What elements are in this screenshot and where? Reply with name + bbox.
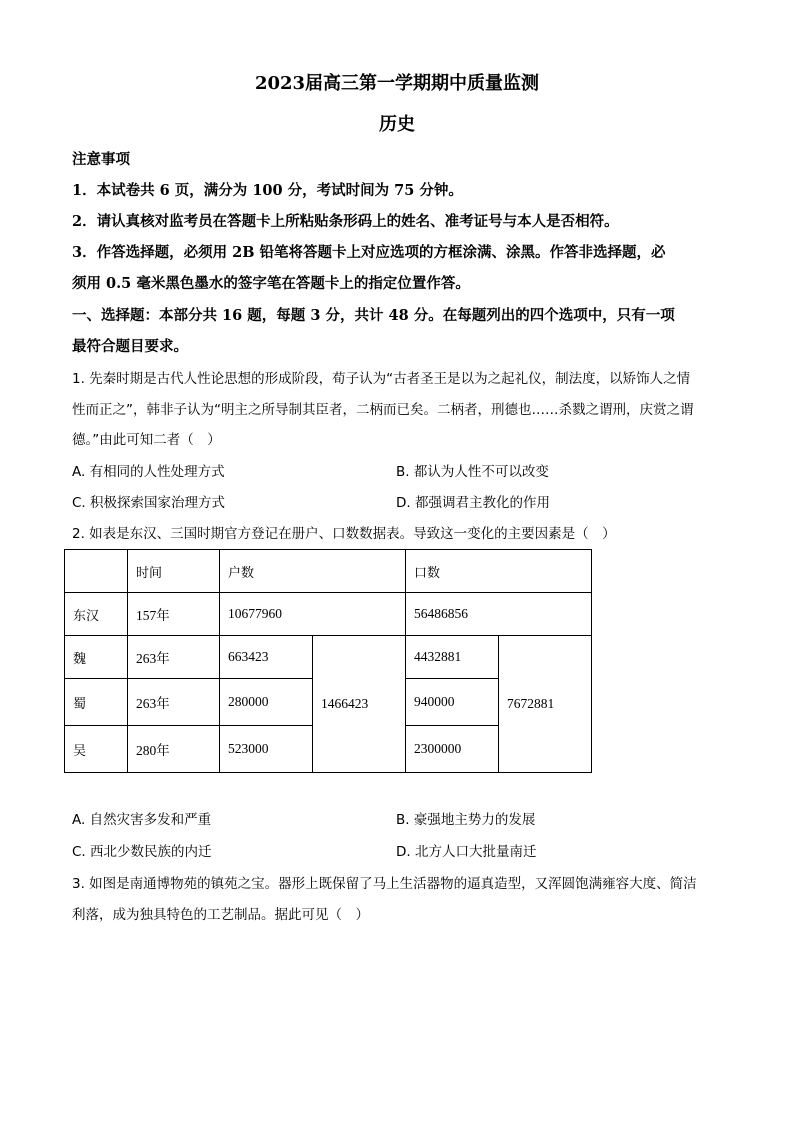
table-header-cell: 口数	[406, 550, 592, 593]
table-cell: 东汉	[65, 593, 128, 636]
table-header-cell: 户数	[220, 550, 406, 593]
table-cell: 263年	[128, 636, 220, 679]
notice-heading: 注意事项	[72, 151, 130, 168]
table-cell: 263年	[128, 679, 220, 726]
table-cell: 10677960	[220, 593, 406, 636]
question-3-stem: 利落，成为独具特色的工艺制品。据此可见（ ）	[72, 907, 369, 923]
section-heading: 一、选择题：本部分共 16 题，每题 3 分，共计 48 分。在每题列出的四个选项中，只有一项	[72, 307, 675, 324]
table-row	[65, 593, 592, 636]
table-header-cell: 时间	[128, 550, 220, 593]
population-table	[64, 549, 592, 773]
table-cell: 940000	[406, 679, 499, 726]
notice-item: 须用 0.5 毫米黑色墨水的签字笔在答题卡上的指定位置作答。	[72, 275, 470, 292]
table-header-row	[65, 550, 592, 593]
table-cell: 157年	[128, 593, 220, 636]
question-1-option-d: D. 都强调君主教化的作用	[396, 495, 550, 511]
question-1-option-b: B. 都认为人性不可以改变	[396, 464, 549, 480]
table-row	[65, 636, 592, 679]
table-cell: 魏	[65, 636, 128, 679]
table-cell: 523000	[220, 726, 313, 773]
question-1-stem: 1. 先秦时期是古代人性论思想的形成阶段，荀子认为“古者圣王是以为之起礼仪，制法度，以矫饰人之情	[72, 371, 691, 387]
question-2-option-c: C. 西北少数民族的内迁	[72, 844, 212, 860]
table-cell: 2300000	[406, 726, 499, 773]
question-3-stem: 3. 如图是南通博物苑的镇苑之宝。器形上既保留了马上生活器物的逼真造型，又浑圆饱满雍容大度、简洁	[72, 876, 697, 892]
table-cell: 280000	[220, 679, 313, 726]
table-cell: 4432881	[406, 636, 499, 679]
table-cell: 吴	[65, 726, 128, 773]
table-header-cell	[65, 550, 128, 593]
table-cell: 280年	[128, 726, 220, 773]
question-2-option-b: B. 豪强地主势力的发展	[396, 812, 536, 828]
table-cell: 663423	[220, 636, 313, 679]
question-1-option-a: A. 有相同的人性处理方式	[72, 464, 225, 480]
table-cell: 蜀	[65, 679, 128, 726]
question-2-option-a: A. 自然灾害多发和严重	[72, 812, 212, 828]
table-cell-total: 7672881	[499, 636, 592, 773]
question-1-stem: 性而正之”，韩非子认为“明主之所导制其臣者，二柄而已矣。二柄者，刑德也……杀戮之谓刑，庆赏之谓	[72, 402, 694, 418]
table-cell-total: 1466423	[313, 636, 406, 773]
question-1-option-c: C. 积极探索国家治理方式	[72, 495, 226, 511]
question-1-stem: 德。”由此可知二者（ ）	[72, 432, 221, 448]
notice-item: 1．本试卷共 6 页，满分为 100 分，考试时间为 75 分钟。	[72, 182, 463, 199]
subject-title: 历史	[379, 114, 415, 135]
question-2-stem: 2. 如表是东汉、三国时期官方登记在册户、口数数据表。导致这一变化的主要因素是（ ）	[72, 526, 616, 542]
section-heading: 最符合题目要求。	[72, 338, 188, 355]
table-cell: 56486856	[406, 593, 592, 636]
notice-item: 3．作答选择题，必须用 2B 铅笔将答题卡上对应选项的方框涂满、涂黑。作答非选择题，必	[72, 244, 666, 261]
question-2-option-d: D. 北方人口大批量南迁	[396, 844, 537, 860]
exam-title: 2023届高三第一学期期中质量监测	[254, 73, 540, 94]
notice-item: 2．请认真核对监考员在答题卡上所粘贴条形码上的姓名、准考证号与本人是否相符。	[72, 213, 619, 230]
